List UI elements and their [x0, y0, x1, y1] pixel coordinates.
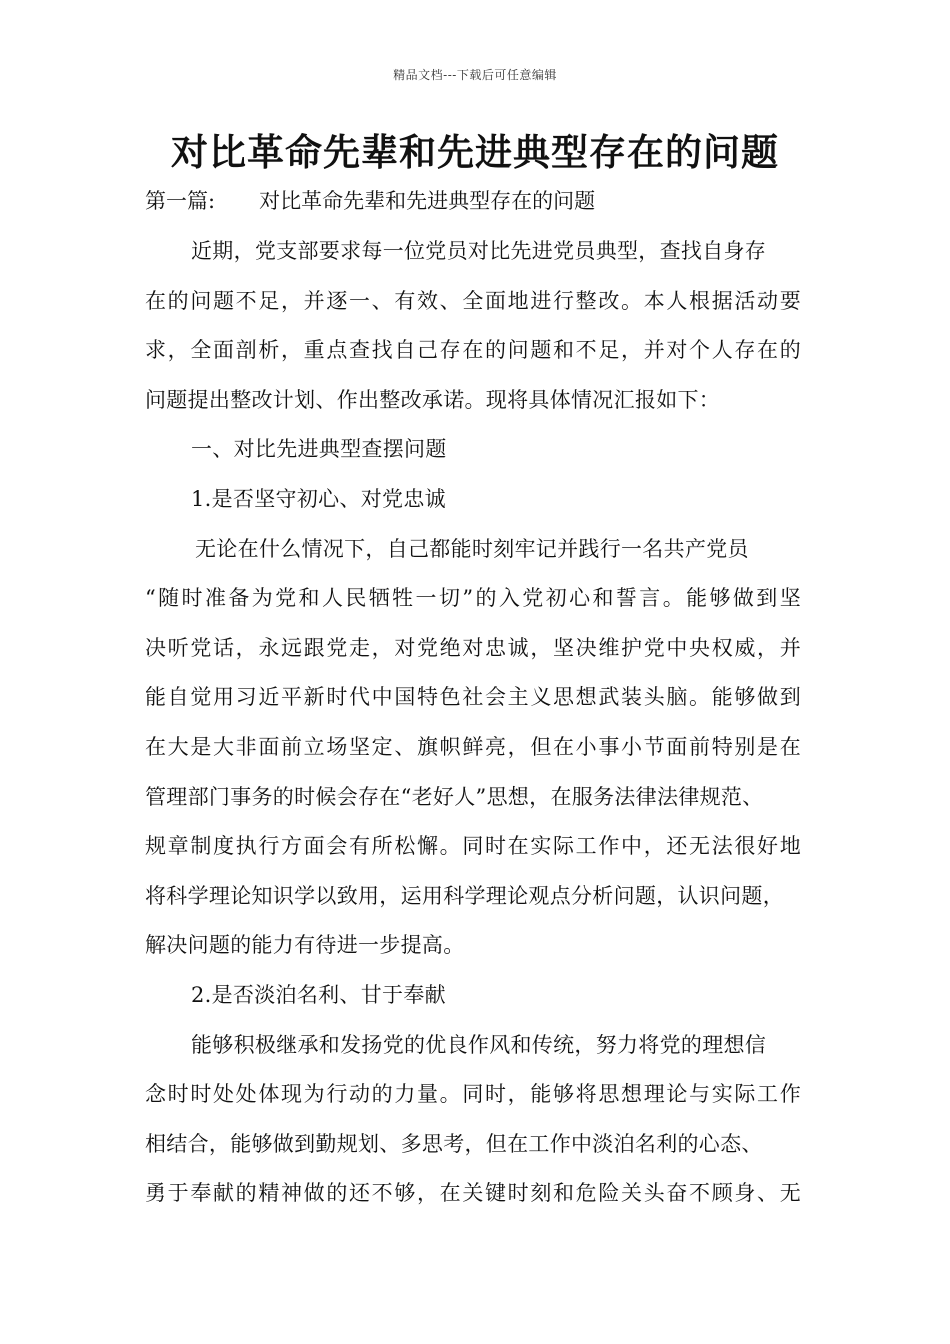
text-line: 无论在什么情况下，自己都能时刻牢记并践行一名共产党员: [195, 536, 749, 561]
text-line: 近期，党支部要求每一位党员对比先进党员典型，查找自身存: [191, 239, 767, 263]
text-line: 将科学理论知识学以致用，运用科学理论观点分析问题，认识问题，: [145, 883, 784, 908]
text-line: 决听党话，永远跟党走，对党绝对忠诚，坚决维护党中央权威，并: [145, 635, 801, 660]
body-text: [145, 236, 815, 1228]
text-line: 解决问题的能力有待进一步提高。: [145, 933, 465, 958]
subtitle-label: 第一篇:: [145, 189, 216, 213]
text-line: 能自觉用习近平新时代中国特色社会主义思想武装头脑。能够做到: [145, 685, 801, 710]
text-line: 在大是大非面前立场坚定、旗帜鲜亮，但在小事小节面前特别是在: [145, 734, 801, 759]
subtitle-text: 对比革命先辈和先进典型存在的问题: [259, 189, 596, 213]
heading-line: 一、对比先进典型查摆问题: [191, 437, 447, 462]
heading-line: 2.是否淡泊名利、甘于奉献: [191, 982, 446, 1007]
text-line: 在的问题不足，并逐一、有效、全面地进行整改。本人根据活动要: [145, 288, 801, 313]
text-line: 管理部门事务的时候会存在“老好人”思想，在服务法律法律规范、: [145, 784, 764, 809]
text-line: 能够积极继承和发扬党的优良作风和传统，努力将党的理想信: [191, 1032, 767, 1057]
text-line: 念时时处处体现为行动的力量。同时，能够将思想理论与实际工作: [145, 1082, 801, 1107]
header-note: 精品文档---下载后可任意编辑: [393, 68, 557, 82]
text-line: 问题提出整改计划、作出整改承诺。现将具体情况汇报如下：: [145, 387, 721, 412]
text-line: 求，全面剖析，重点查找自己存在的问题和不足，并对个人存在的: [145, 338, 801, 363]
text-line: 勇于奉献的精神做的还不够，在关键时刻和危险关头奋不顾身、无: [145, 1181, 801, 1206]
section-subtitle: [145, 186, 595, 216]
heading-line: 1.是否坚守初心、对党忠诚: [191, 486, 446, 511]
text-line: “随时准备为党和人民牺牲一切”的入党初心和誓言。能够做到坚: [145, 586, 801, 611]
document-title: 对比革命先辈和先进典型存在的问题: [171, 131, 779, 174]
text-line: 规章制度执行方面会有所松懈。同时在实际工作中，还无法很好地: [145, 834, 801, 859]
text-line: 相结合，能够做到勤规划、多思考，但在工作中淡泊名利的心态、: [145, 1131, 763, 1156]
